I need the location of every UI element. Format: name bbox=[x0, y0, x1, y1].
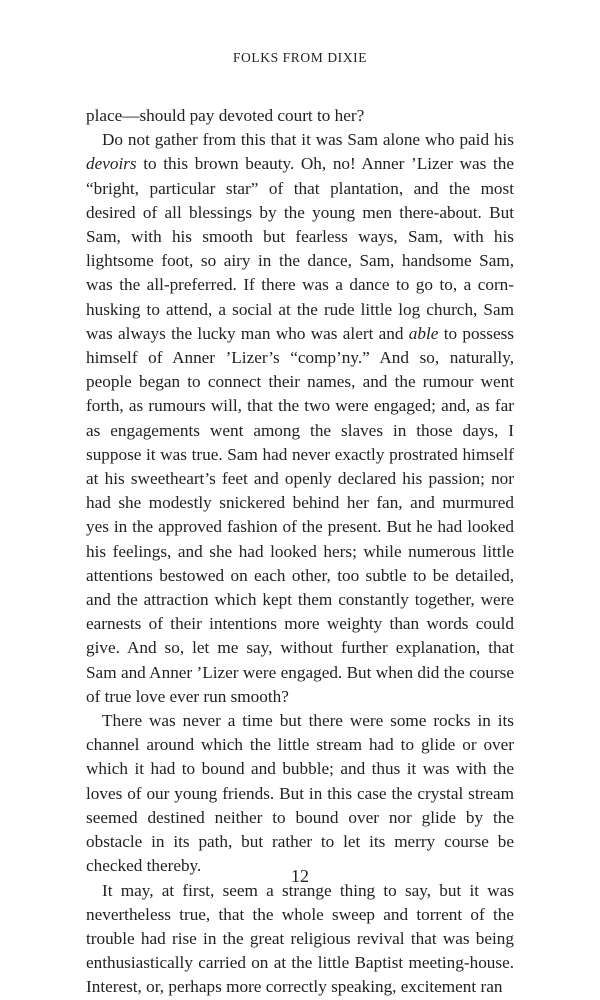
text-segment: to this brown beauty. Oh, no! Anner ’Lizer was the “bright, particular star” of that plantation, and the most desired of all blessings by the young men there-about. But Sam, with his smooth but fearless ways, Sam, with his lightsome foot, so airy in the dance, Sam, handsome Sam, was the all-preferred. If there was a dance to go to, a corn-husking to attend, a social at the rude little log church, Sam was always the lucky man who was alert and bbox=[86, 154, 514, 343]
paragraph bbox=[86, 879, 514, 1000]
text-segment: place—should pay devoted court to her? bbox=[86, 106, 365, 125]
running-head: FOLKS FROM DIXIE bbox=[232, 50, 368, 65]
italic-text: devoirs bbox=[86, 154, 137, 174]
paragraph bbox=[86, 128, 514, 709]
text-segment: There was never a time but there were some rocks in its channel around which the little stream had to glide or over which it had to bound and bubble; and thus it was with the loves of our young friends. But in this case the crystal stream seemed destined neither to bound over nor glide by the obstacle in its path, but rather to let its merry course be checked thereby. bbox=[86, 711, 514, 876]
paragraph bbox=[86, 104, 514, 128]
paragraph bbox=[86, 709, 514, 878]
text-segment: to possess himself of Anner ’Lizer’s “comp’ny.” And so, naturally, people began to connect their names, and the rumour went forth, as rumours will, that the two were engaged; and, as far as engagements went among the slaves in those days, I suppose it was true. Sam had never exactly prostrated himself at his sweetheart’s feet and openly declared his passion; nor had she modestly snickered behind her fan, and murmured yes in the approved fashion of the present. But he had looked his feelings, and she had looked hers; while numerous little attentions bestowed on each other, too subtle to be detailed, and the attraction which kept them constantly together, were earnests of their intentions more weighty than words could give. And so, let me say, without further explanation, that Sam and Anner ’Lizer were engaged. But when did the course of true love ever run smooth? bbox=[86, 323, 514, 706]
page-number: 12 bbox=[291, 866, 309, 886]
text-segment: It may, at first, seem a strange thing to say, but it was nevertheless true, that the whole sweep and torrent of the trouble had rise in the great religious revival that was being enthusiastically carried on at the little Baptist meeting-house. Interest, or, perhaps more correctly speaking, excitement ran bbox=[86, 880, 514, 997]
text-segment: Do not gather from this that it was Sam alone who paid his bbox=[102, 130, 514, 150]
italic-text: able bbox=[408, 323, 439, 343]
